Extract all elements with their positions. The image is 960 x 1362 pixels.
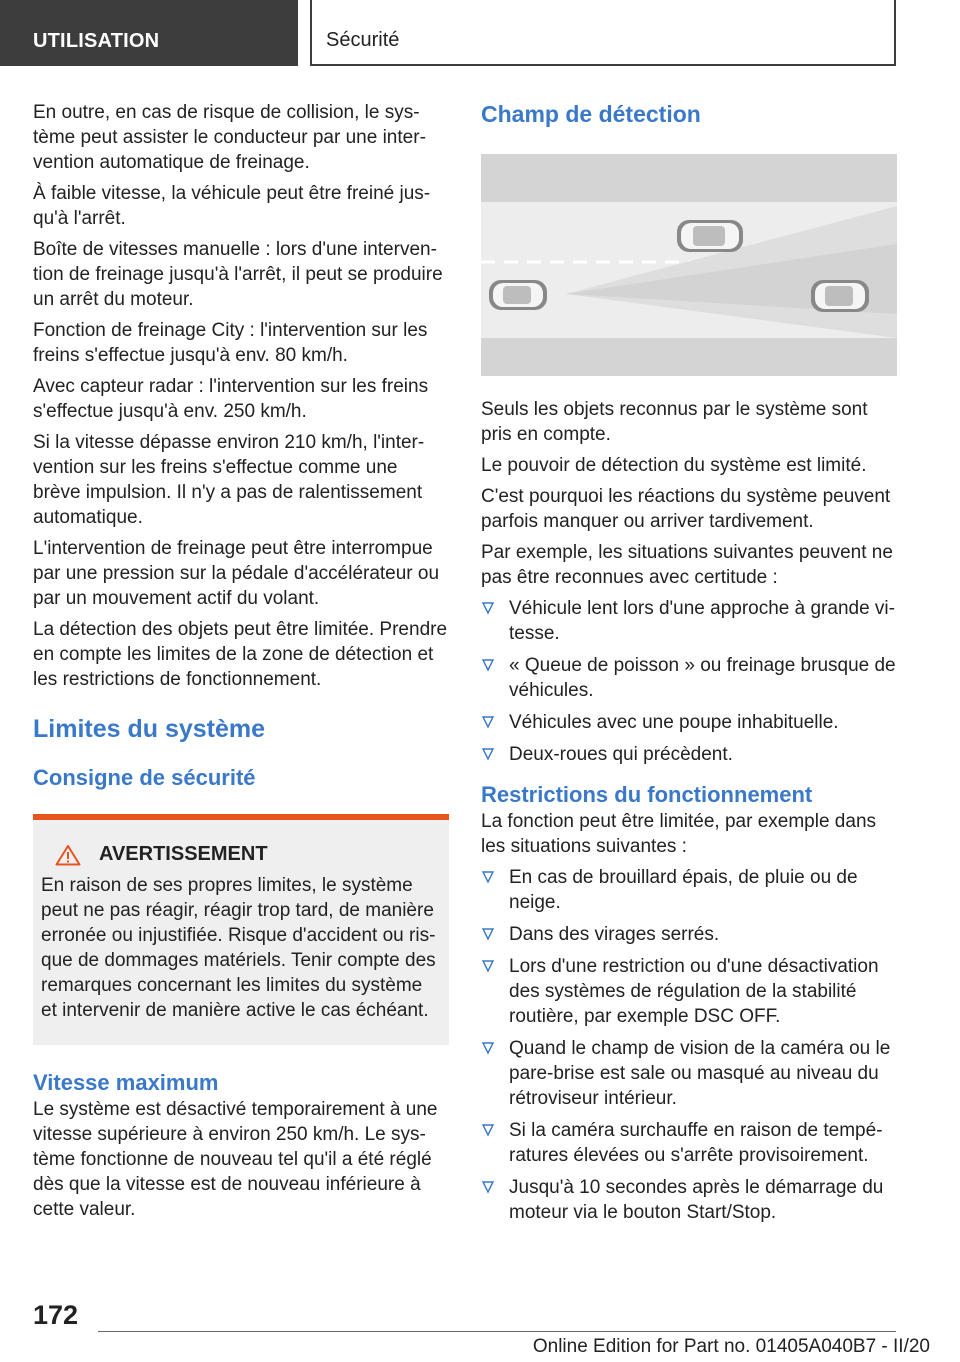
paragraph: Le système est désactivé temporairement à une vitesse supérieure à environ 250 km/h. Le système fonctionne de nouveau tel qu'il a été réglé dès que la vitesse est de nouveau inférieure à cette valeur. xyxy=(33,1099,438,1220)
paragraph: En outre, en cas de risque de collision, le système peut assister le conducteur par une intervention automatique de freinage. xyxy=(33,102,426,173)
footer-divider xyxy=(98,1331,896,1332)
car-icon xyxy=(677,220,743,252)
list-item: Lors d'une restriction ou d'une désactivation des systèmes de régulation de la stabilité routière, par exemple DSC OFF. xyxy=(481,954,897,1029)
page-header xyxy=(0,0,960,66)
bullet-triangle-icon xyxy=(481,926,495,942)
list-item: « Queue de poisson » ou freinage brusque de véhicules. xyxy=(481,653,897,703)
chapter-tab xyxy=(310,0,896,66)
bullet-triangle-icon xyxy=(481,1122,495,1138)
paragraph: Boîte de vitesses manuelle : lors d'une intervention de freinage jusqu'à l'arrêt, il peut se produire un arrêt du moteur. xyxy=(33,239,443,310)
heading-max-speed: Vitesse maximum xyxy=(33,1070,219,1095)
bullet-triangle-icon xyxy=(481,657,495,673)
bullet-triangle-icon xyxy=(481,1179,495,1195)
paragraph: Avec capteur radar : l'intervention sur les freins s'effectue jusqu'à env. 250 km/h. xyxy=(33,376,429,422)
list-item: Véhicules avec une poupe inhabituelle. xyxy=(481,710,897,735)
paragraph: Le pouvoir de détection du système est limité. xyxy=(481,455,867,476)
page-number: 172 xyxy=(33,1300,79,1330)
paragraph: Si la vitesse dépasse environ 210 km/h, l'intervention sur les freins s'effectue comme une brève impulsion. Il n'y a pas de ralentissement automatique. xyxy=(33,432,425,528)
warning-text: En raison de ses propres limites, le système peut ne pas réagir, réagir trop tard, de manière erronée ou injustifiée. Risque d'accident ou risque de dommages matériels. Tenir compte des remarques concernant les limites du système et intervenir de manière active le cas échéant. xyxy=(41,875,436,1021)
list-item: Jusqu'à 10 secondes après le démarrage du moteur via le bouton Start/Stop. xyxy=(481,1175,897,1225)
paragraph: À faible vitesse, la véhicule peut être freiné jusqu'à l'arrêt. xyxy=(33,183,431,229)
heading-safety: Consigne de sécurité xyxy=(33,765,256,790)
edition-note: Online Edition for Part no. 01405A040B7 - II/20 xyxy=(532,1336,930,1357)
warning-box xyxy=(33,814,449,1045)
list-item: En cas de brouillard épais, de pluie ou de neige. xyxy=(481,865,897,915)
detection-field-illustration xyxy=(481,154,897,376)
left-column xyxy=(33,100,449,1228)
bullet-triangle-icon xyxy=(481,869,495,885)
bullet-triangle-icon xyxy=(481,958,495,974)
bullet-triangle-icon xyxy=(481,746,495,762)
bullet-triangle-icon xyxy=(481,600,495,616)
paragraph: C'est pourquoi les réactions du système peuvent parfois manquer ou arriver tardivement. xyxy=(481,486,891,532)
paragraph: Seuls les objets reconnus par le système sont pris en compte. xyxy=(481,399,868,445)
section-title: UTILISATION xyxy=(33,30,160,52)
right-column xyxy=(481,100,897,1232)
warning-title: AVERTISSEMENT xyxy=(99,843,268,865)
car-icon xyxy=(489,280,547,310)
section-tab xyxy=(0,0,298,66)
heading-restrictions: Restrictions du fonctionnement xyxy=(481,782,813,807)
heading-limits: Limites du système xyxy=(33,715,266,743)
warning-title-row xyxy=(41,842,439,867)
car-icon xyxy=(811,280,869,312)
list-item: Quand le champ de vision de la caméra ou le pare-brise est sale ou masqué au niveau du rétroviseur intérieur. xyxy=(481,1036,897,1111)
paragraph: Par exemple, les situations suivantes peuvent ne pas être reconnues avec certitude : xyxy=(481,542,893,588)
bullet-triangle-icon xyxy=(481,714,495,730)
restrictions-list xyxy=(481,865,897,1225)
heading-detection-field: Champ de détection xyxy=(481,101,701,127)
unrecognized-situations-list xyxy=(481,596,897,767)
paragraph: L'intervention de freinage peut être interrompue par une pression sur la pédale d'accélérateur ou par un mouvement actif du volant. xyxy=(33,538,440,609)
paragraph: La détection des objets peut être limitée. Prendre en compte les limites de la zone de détection et les restrictions de fonctionnement. xyxy=(33,619,448,690)
warning-triangle-icon xyxy=(55,844,81,866)
list-item: Si la caméra surchauffe en raison de températures élevées ou s'arrête provisoirement. xyxy=(481,1118,897,1168)
bullet-triangle-icon xyxy=(481,1040,495,1056)
paragraph: Fonction de freinage City : l'intervention sur les freins s'effectue jusqu'à env. 80 km/h. xyxy=(33,320,428,366)
list-item: Deux-roues qui précèdent. xyxy=(481,742,897,767)
paragraph: La fonction peut être limitée, par exemple dans les situations suivantes : xyxy=(481,811,877,857)
list-item: Dans des virages serrés. xyxy=(481,922,897,947)
chapter-title: Sécurité xyxy=(326,29,400,51)
list-item: Véhicule lent lors d'une approche à grande vitesse. xyxy=(481,596,897,646)
